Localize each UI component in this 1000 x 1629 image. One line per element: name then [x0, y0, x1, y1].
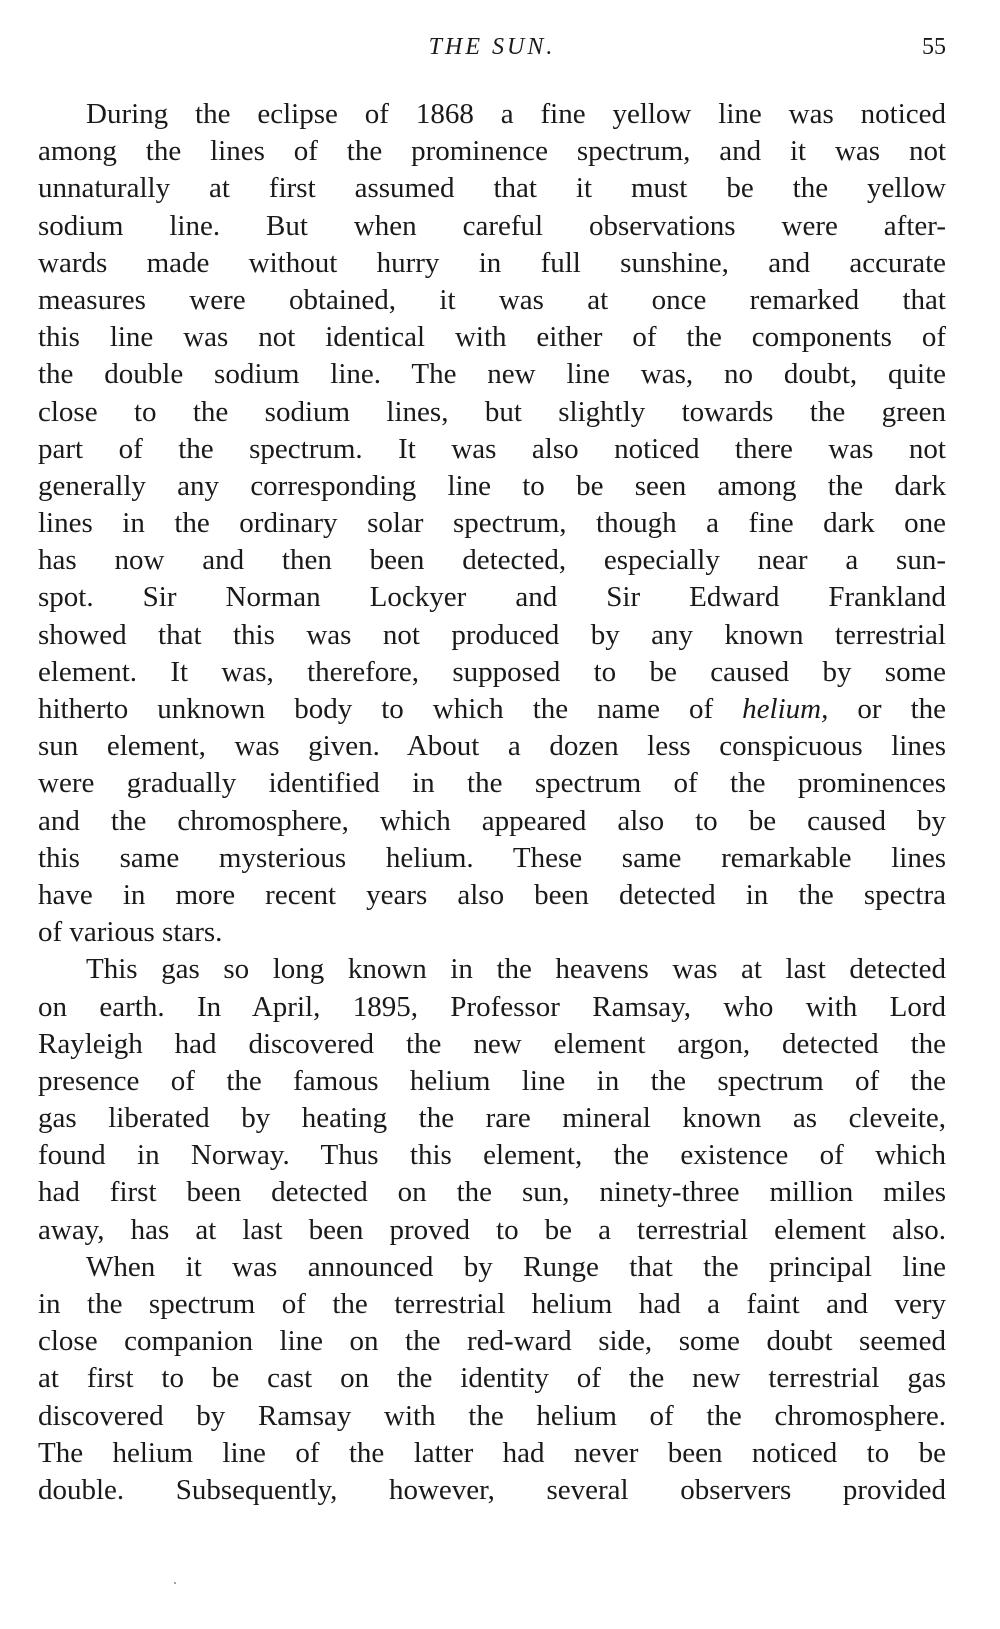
helium-line-after: or the	[828, 693, 946, 725]
paragraph-1-line-16: element. It was, therefore, supposed to be caused by some	[38, 655, 946, 688]
paragraph-1-line-17	[38, 691, 946, 728]
paragraph-1-line-19: were gradually identified in the spectrum of the prominences	[38, 767, 946, 800]
paragraph-2-line-4: presence of the famous helium line in the spectrum of the	[38, 1064, 946, 1097]
paragraph-1-line-2: among the lines of the prominence spectrum, and it was not	[38, 135, 946, 168]
paragraph-2-line-3: Rayleigh had discovered the new element argon, detected the	[38, 1027, 946, 1060]
paragraph-1-line-8: the double sodium line. The new line was, no doubt, quite	[38, 358, 946, 391]
body-text	[38, 96, 946, 1509]
paragraph-1-line-22: have in more recent years also been detected in the spectra	[38, 878, 946, 911]
paragraph-1-line-4: sodium line. But when careful observations were after-	[38, 209, 946, 242]
paragraph-3-line-7: double. Subsequently, however, several observers provided	[38, 1473, 946, 1506]
paragraph-1-line-1: During the eclipse of 1868 a fine yellow line was noticed	[86, 98, 946, 130]
paragraph-2-line-1: This gas so long known in the heavens was at last detected	[86, 953, 946, 986]
paragraph-1-line-21: this same mysterious helium. These same remarkable lines	[38, 841, 946, 874]
paragraph-1-line-5: wards made without hurry in full sunshine, and accurate	[38, 246, 946, 279]
helium-italic: helium,	[742, 693, 829, 725]
paragraph-3-line-2: in the spectrum of the terrestrial helium had a faint and very	[38, 1288, 946, 1320]
paragraph-3-line-6: The helium line of the latter had never been noticed to be	[38, 1436, 946, 1469]
paragraph-2-line-7: had first been detected on the sun, ninety-three million miles	[38, 1176, 946, 1209]
paragraph-3-line-5: discovered by Ramsay with the helium of the chromosphere.	[38, 1399, 946, 1432]
paragraph-1-line-12: lines in the ordinary solar spectrum, though a fine dark one	[38, 507, 946, 540]
paragraph-3-line-3: close companion line on the red-ward side, some doubt seemed	[38, 1325, 946, 1358]
paragraph-1-line-13: has now and then been detected, especially near a sun-	[38, 544, 946, 577]
paragraph-1-line-3: unnaturally at first assumed that it must be the yellow	[38, 172, 946, 205]
paragraph-1-line-10: part of the spectrum. It was also noticed there was not	[38, 432, 946, 465]
paragraph-2-line-8: away, has at last been proved to be a terrestrial element also.	[38, 1213, 946, 1246]
paragraph-3-line-1: When it was announced by Runge that the principal line	[86, 1250, 946, 1283]
paragraph-1-line-6: measures were obtained, it was at once remarked that	[38, 283, 946, 316]
paragraph-3-line-4: at first to be cast on the identity of the new terrestrial gas	[38, 1362, 946, 1395]
page-number: 55	[922, 34, 946, 60]
paragraph-1-line-11: generally any corresponding line to be seen among the dark	[38, 469, 946, 502]
paragraph-1-line-7: this line was not identical with either of the components of	[38, 321, 946, 354]
paragraph-2-line-5: gas liberated by heating the rare mineral known as cleveite,	[38, 1102, 946, 1135]
paragraph-1-line-15: showed that this was not produced by any known terrestrial	[38, 618, 946, 651]
paragraph-1-line-23: of various stars.	[38, 916, 223, 949]
paragraph-1-line-14: spot. Sir Norman Lockyer and Sir Edward Frankland	[38, 581, 946, 614]
paragraph-2-line-2: on earth. In April, 1895, Professor Ramsay, who with Lord	[38, 990, 946, 1023]
paragraph-2-line-6: found in Norway. Thus this element, the existence of which	[38, 1139, 946, 1172]
paragraph-1-line-20: and the chromosphere, which appeared also to be caused by	[38, 804, 946, 837]
running-title: THE SUN.	[428, 34, 556, 60]
print-speck	[174, 1582, 176, 1584]
paragraph-1-line-18: sun element, was given. About a dozen less conspicuous lines	[38, 730, 946, 763]
paragraph-1-line-9: close to the sodium lines, but slightly towards the green	[38, 395, 946, 428]
running-head	[38, 34, 946, 68]
helium-line-before: hitherto unknown body to which the name of	[38, 693, 743, 725]
